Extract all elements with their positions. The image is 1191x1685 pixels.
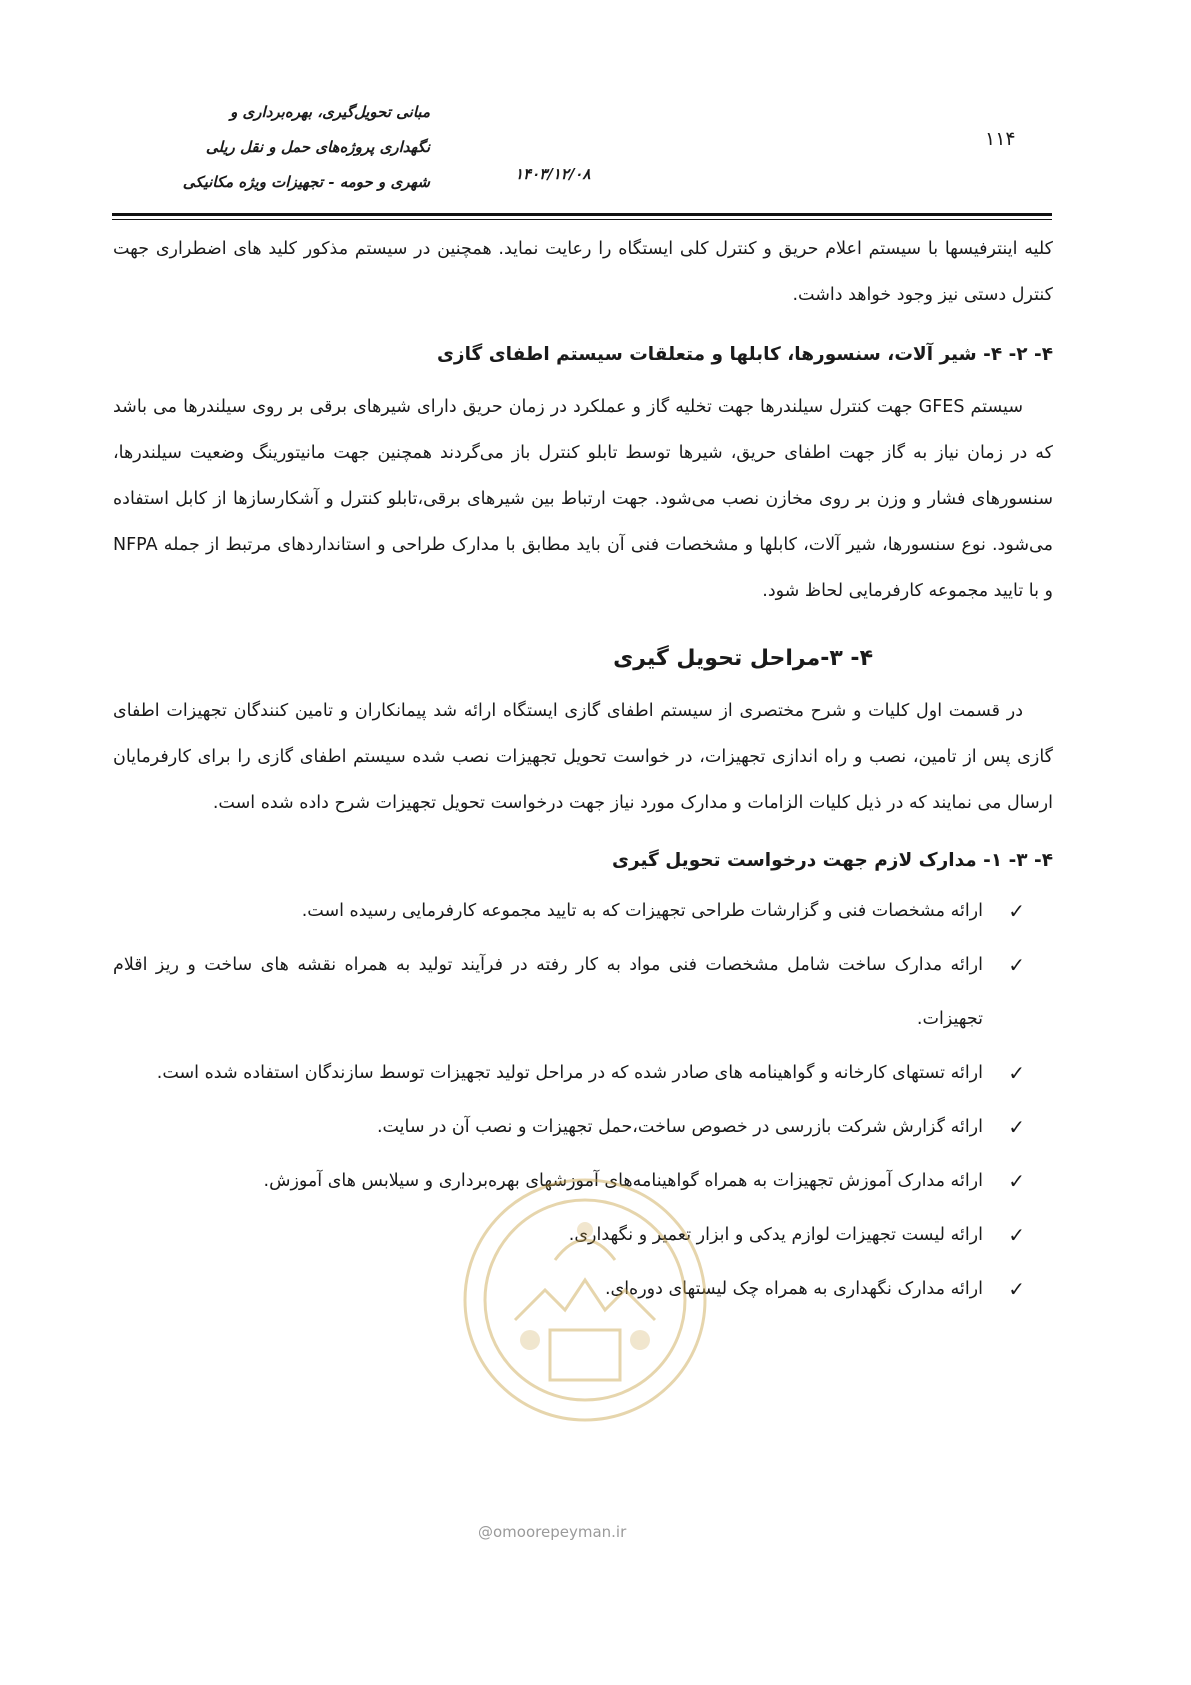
list-item: ✓ ارائه مدارک آموزش تجهیزات به همراه گواهینامه‌های آموزشهای بهره‌برداری و سیلابس های آموزش. bbox=[113, 1154, 1053, 1208]
section-4-2-4-body: سیستم GFES جهت کنترل سیلندرها جهت تخلیه گاز و عملکرد در زمان حریق دارای شیرهای برقی بر روی سیلندرها می باشد که در زمان نیاز به گاز جهت اطفای حریق، شیرها توسط تابلو کنترل باز می‌گردند همچنین جهت مانیتورینگ وضعیت سیلندرها، سنسورهای فشار و وزن بر روی مخازن نصب می‌شود. جهت ارتباط بین شیرهای برقی،تابلو کنترل و آشکارسازها از کابل استفاده می‌شود. نوع سنسورها، شیر آلات، کابلها و مشخصات فنی آن باید مطابق با مدارک طراحی و استانداردهای مرتبط از جمله NFPA و با تایید مجموعه کارفرمایی لحاظ شود. bbox=[113, 397, 1053, 601]
document-header-title bbox=[130, 95, 430, 200]
list-item: ✓ ارائه مدارک نگهداری به همراه چک لیستهای دوره‌ای. bbox=[113, 1262, 1053, 1316]
header-title-line-2: نگهداری پروژه‌های حمل و نقل ریلی bbox=[205, 138, 430, 156]
header-title-line-3: شهری و حومه - تجهیزات ویژه مکانیکی bbox=[182, 173, 430, 191]
checkmark-icon: ✓ bbox=[1008, 953, 1025, 977]
section-4-3-body: در قسمت اول کلیات و شرح مختصری از سیستم اطفای گازی ایستگاه ارائه شد پیمانکاران و تامین کنندگان تجهیزات اطفای گازی پس از تامین، نصب و راه اندازی تجهیزات، در خواست تحویل تجهیزات نصب شده سیستم اطفای گازی را برای کارفرمایان ارسال می نمایند که در ذیل کلیات الزامات و مدارک مورد نیاز جهت درخواست تحویل تجهیزات شرح داده شده است. bbox=[113, 701, 1053, 813]
list-item: ✓ ارائه لیست تجهیزات لوازم یدکی و ابزار تعمیر و نگهداری. bbox=[113, 1208, 1053, 1262]
list-item: ✓ ارائه مشخصات فنی و گزارشات طراحی تجهیزات که به تایید مجموعه کارفرمایی رسیده است. bbox=[113, 884, 1053, 938]
page-number: ۱۱۴ bbox=[985, 128, 1016, 150]
header-title-line-1: مبانی تحویل‌گیری، بهره‌برداری و bbox=[230, 103, 430, 121]
intro-paragraph: کلیه اینترفیسها با سیستم اعلام حریق و کنترل کلی ایستگاه را رعایت نماید. همچنین در سیستم مذکور کلید های اضطراری جهت کنترل دستی نیز وجود خواهد داشت. bbox=[113, 239, 1053, 305]
header-date: ۱۴۰۳/۱۲/۰۸ bbox=[515, 165, 591, 183]
required-documents-list bbox=[113, 884, 1053, 1316]
checkmark-icon: ✓ bbox=[1008, 1277, 1025, 1301]
checkmark-icon: ✓ bbox=[1008, 1115, 1025, 1139]
list-item: ✓ ارائه مدارک ساخت شامل مشخصات فنی مواد به کار رفته در فرآیند تولید به همراه نقشه های ساخت و ریز اقلام تجهیزات. bbox=[113, 938, 1053, 1046]
checkmark-icon: ✓ bbox=[1008, 899, 1025, 923]
header-divider-thin bbox=[112, 219, 1052, 220]
list-item: ✓ ارائه گزارش شرکت بازرسی در خصوص ساخت،حمل تجهیزات و نصب آن در سایت. bbox=[113, 1100, 1053, 1154]
section-heading-4-3: ۴- ۳-مراحل تحویل گیری bbox=[613, 646, 873, 671]
section-heading-4-3-1: ۴- ۳- ۱- مدارک لازم جهت درخواست تحویل گیری bbox=[612, 850, 1053, 871]
checkmark-icon: ✓ bbox=[1008, 1223, 1025, 1247]
checkmark-icon: ✓ bbox=[1008, 1169, 1025, 1193]
section-heading-4-2-4: ۴- ۲- ۴- شیر آلات، سنسورها، کابلها و متعلقات سیستم اطفای گازی bbox=[436, 344, 1053, 365]
page-body bbox=[113, 226, 1053, 1316]
watermark-url: @omoorepeyman.ir bbox=[478, 1523, 627, 1541]
list-item: ✓ ارائه تستهای کارخانه و گواهینامه های صادر شده که در مراحل تولید تجهیزات توسط سازندگان استفاده شده است. bbox=[113, 1046, 1053, 1100]
checkmark-icon: ✓ bbox=[1008, 1061, 1025, 1085]
header-divider-thick bbox=[112, 213, 1052, 216]
